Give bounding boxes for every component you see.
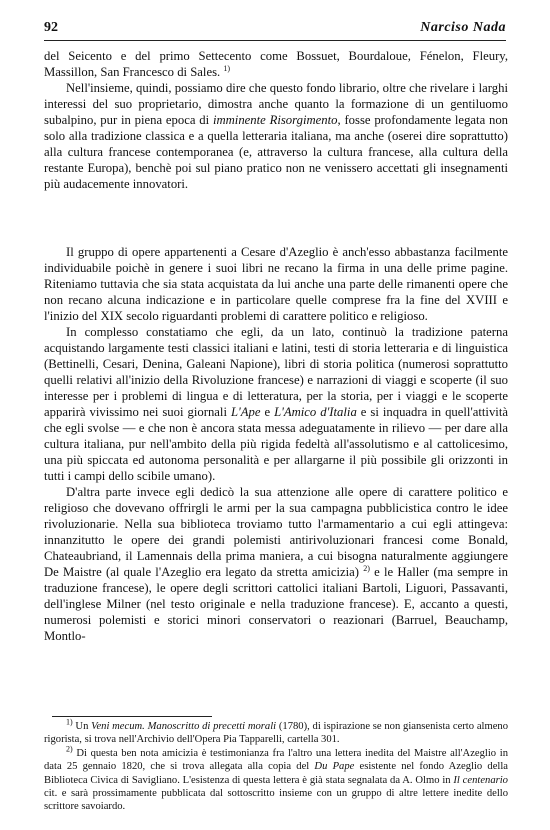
header-rule [44,40,506,41]
paragraph [44,80,508,192]
footnote-2 [44,744,508,814]
footnote-ref[interactable]: 2) [363,563,370,573]
footnote-text: Di questa ben nota amicizia è testimonianza fra l'altro una lettera inedita del Maistre all'Azeglio in data 25 gennaio 1820, che si trova allegata alla copia del [44,747,508,773]
footnote-text: cit. e sarà prossimamente pubblicata dal sottoscritto insieme con un gruppo di altre lettere inedite dello scrittore savoiardo. [44,788,508,813]
paragraph-text: e le Haller (ma sempre in traduzione francese), le opere degli scrittori cattolici italiani Bartoli, Liguori, Passavanti, dell'inglese Milner (nel testo originale e nella traduzione francese). E, accanto a questi, numerosi polemisti e storici minori conservatori o reazionari (Barruel, Beauchamp, Montlo- [44,565,509,643]
paragraph-text: Il gruppo di opere appartenenti a Cesare d'Azeglio è anch'esso abbastanza facilmente individuabile poichè in genere i suoi libri ne recano la firma in una delle prime pagine. Riteniamo tuttavia che sia stata acquistata da lui anche una parte delle rimanenti opere che non recano alcuna indicazione e in particolare quelle comprese fra la fine del XVIII e l'inizio del XIX secolo riguardanti problemi di carattere politico e religioso. [44,245,508,323]
footnote-rule [52,716,212,717]
page-number: 92 [44,20,58,35]
paragraph-text: e si inquadra in quell'attività che egli svolse — e che non è ancora stata messa adeguatamente in rilievo — per dare alla cultura italiana, pur nell'ambito della più rigida fedeltà all'assolutismo e al cattolicesimo, una più spiccata ed autonoma personalità e per allargarne il più possibile gli orizzonti in tutti i campi dello scibile umano). [44,405,508,483]
paragraph-text: del Seicento e del primo Settecento come Bossuet, Bourdaloue, Fénelon, Fleury, Massillon, San Francesco di Sales. [44,49,508,79]
body-block-2 [44,244,508,644]
footnotes [44,717,508,814]
footnote-text: esistente nel fondo Azeglio della Biblioteca Civica di Savigliano. L'esistenza di questa lettera è già stata segnalata da A. Olmo in [44,761,508,786]
body-block-1 [44,48,508,192]
footnote-mark: 2) [66,744,73,754]
footnote-text: Un [72,721,92,732]
paragraph-text: In complesso constatiamo che egli, da un lato, continuò la tradizione paterna acquistando largamente testi classici italiani e latini, testi di storia letteraria e di linguistica (Bettinelli, Cesari, Denina, Galeani Napione), libri di storia politica (numerosi soprattutto quelli relativi all'inizio della Rivoluzione francese) e narrazioni di viaggi e scoperte (il suo interesse per i problemi di lingua e di letteratura, per la storia, per i viaggi e le scoperte apparirà vivissimo nei suoi giornali [44,325,508,419]
italic-title: Veni mecum. Manoscritto di precetti morali [91,721,277,732]
paragraph [44,484,508,644]
italic-title: L'Amico d'Italia [274,405,357,419]
italic-title: L'Ape [230,405,261,419]
footnote-ref[interactable]: 1) [223,63,231,73]
footnote-text: (1780), di ispirazione se non giansenista certo almeno rigorista, si trova nell'Archivio dell'Opera Pia Tapparelli, cartella 301. [44,721,508,746]
italic-title: Du Pape [314,761,355,773]
italic-title: Il centenario [453,774,508,786]
footnote-mark: 1) [66,717,73,727]
paragraph [44,48,508,80]
running-head: Narciso Nada [420,20,506,35]
paragraph-text: Nell'insieme, quindi, possiamo dire che questo fondo librario, oltre che rivelare i larghi interessi del suo proprietario, dimostra anche quanto la formazione di un gentiluomo subalpino, pur in piena epoca di [44,81,508,127]
footnote-1 [44,717,508,747]
page-header [44,20,506,36]
paragraph [44,244,508,324]
paragraph [44,324,508,484]
italic-text: imminente Risorgimento [212,113,338,127]
paragraph-text: e [260,405,275,419]
paragraph-text: , fosse profondamente legata non solo alla tradizione classica e a quella letteraria italiana, ma anche (oserei dire soprattutto) alla cultura francese contemporanea (e, attraverso la cultura francese, alla cultura della restante Europa), benchè poi sul piano pratico non ne venissero accettati gli insegnamenti più audacemente innovatori. [44,113,509,191]
paragraph-text: D'altra parte invece egli dedicò la sua attenzione alle opere di carattere politico e religioso che dovevano offrirgli le armi per la sua campagna pubblicistica contro le idee rivoluzionarie. Nella sua biblioteca troviamo tutto l'armamentario a cui egli attingeva: innanzitutto le opere dei grandi polemisti antirivoluzionari francesi come Bonald, Chateaubriand, il Lamennais della prima maniera, a cui bisogna naturalmente aggiungere De Maistre (al quale l'Azeglio era legato da stretta amicizia) [44,485,508,579]
